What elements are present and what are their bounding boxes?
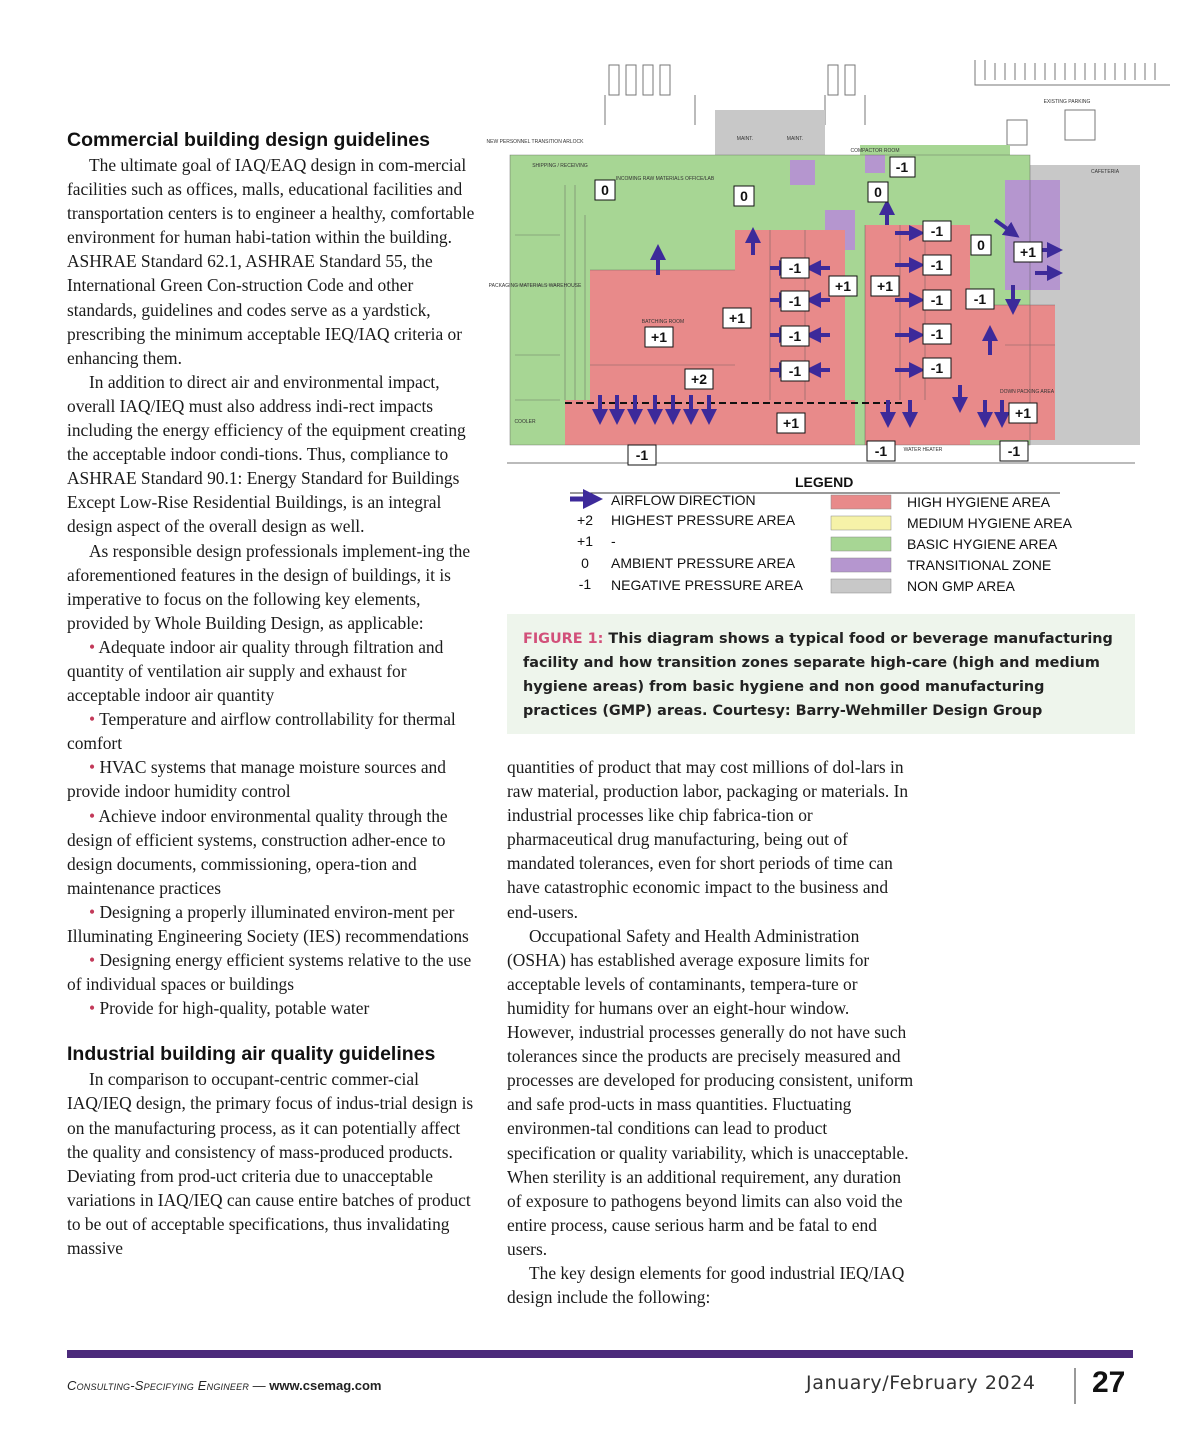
label-shipping: SHIPPING / RECEIVING xyxy=(532,163,588,169)
svg-text:0: 0 xyxy=(601,182,609,198)
pressure-label xyxy=(595,180,615,200)
bullet-item: • Adequate indoor air quality through filtration and quantity of ventilation air supply and exhaust for acceptable indoor air quantity xyxy=(67,636,444,706)
magazine-url[interactable]: www.csemag.com xyxy=(269,1378,382,1393)
pressure-label xyxy=(923,324,951,344)
svg-text:-1: -1 xyxy=(788,293,802,309)
svg-text:0: 0 xyxy=(740,188,748,204)
svg-text:+1: +1 xyxy=(877,278,893,294)
floor-plan-figure xyxy=(486,55,1175,603)
pressure-label xyxy=(685,369,713,389)
legend-label: HIGH HYGIENE AREA xyxy=(907,494,1051,510)
floor-plan-diagram xyxy=(486,55,1175,603)
legend-label: AIRFLOW DIRECTION xyxy=(611,492,756,508)
bullet-item: • HVAC systems that manage moisture sources and provide indoor humidity control xyxy=(67,757,446,802)
pressure-label xyxy=(781,291,809,311)
svg-text:-1: -1 xyxy=(788,363,802,379)
svg-text:+1: +1 xyxy=(835,278,851,294)
svg-text:+1: +1 xyxy=(1020,244,1036,260)
label-existing-parking: EXISTING PARKING xyxy=(1043,99,1091,105)
pressure-label xyxy=(1000,441,1028,461)
pressure-label xyxy=(867,441,895,461)
label-packaging-warehouse: PACKAGING MATERIALS WAREHOUSE xyxy=(488,283,582,289)
pressure-label xyxy=(777,413,805,433)
bullet-dot-icon: • xyxy=(89,757,96,778)
legend-label: AMBIENT PRESSURE AREA xyxy=(611,555,796,571)
bullet-dot-icon: • xyxy=(89,636,96,657)
left-column xyxy=(67,128,475,1260)
label-compactor: COMPACTOR ROOM xyxy=(850,148,900,154)
label-batching-room: BATCHING ROOM xyxy=(641,319,685,325)
legend-symbol: +2 xyxy=(577,512,593,528)
page-number: 27 xyxy=(1092,1366,1126,1399)
svg-text:-1: -1 xyxy=(635,447,649,463)
pressure-label xyxy=(923,358,951,378)
svg-text:+2: +2 xyxy=(691,371,707,387)
bullet-item: • Achieve indoor environmental quality through the design of efficient systems, construction adher-ence to design documents, commissioning, opera-tion and maintenance practices xyxy=(67,805,448,898)
svg-text:0: 0 xyxy=(874,184,882,200)
svg-text:-1: -1 xyxy=(874,443,888,459)
pressure-label xyxy=(723,308,751,328)
paragraph: quantities of product that may cost millions of dol-lars in raw material, production labor, packaging or materials. In industrial processes like chip fabrica-tion or pharmaceutical drug manufacturing, being out of mandated tolerances, even for short periods of time can have catastrophic economic impact to the business and end-users. xyxy=(507,757,909,922)
pressure-label xyxy=(923,255,951,275)
pressure-label xyxy=(645,327,673,347)
footer-divider xyxy=(1074,1368,1076,1404)
label-maint-2: MAINT. xyxy=(786,136,804,142)
legend-label: TRANSITIONAL ZONE xyxy=(907,557,1052,573)
label-maint-1: MAINT. xyxy=(736,136,754,142)
legend-label: NON GMP AREA xyxy=(907,578,1015,594)
legend-label: - xyxy=(611,533,616,549)
legend xyxy=(570,474,1073,594)
pressure-label xyxy=(781,258,809,278)
footer-rule xyxy=(67,1350,1133,1358)
pressure-label xyxy=(966,289,994,309)
svg-text:-1: -1 xyxy=(930,223,944,239)
label-down-packing: DOWN PACKING AREA xyxy=(999,389,1055,395)
legend-symbol: +1 xyxy=(577,533,593,549)
svg-text:-1: -1 xyxy=(973,291,987,307)
svg-text:0: 0 xyxy=(977,237,985,253)
legend-label: NEGATIVE PRESSURE AREA xyxy=(611,577,803,593)
bullet-dot-icon: • xyxy=(89,950,96,971)
section-heading-commercial: Commercial building design guidelines xyxy=(67,129,430,151)
pressure-label xyxy=(868,182,888,202)
footer-separator: — xyxy=(249,1378,270,1393)
bullet-item: • Designing energy efficient systems relative to the use of individual spaces or buildings xyxy=(67,950,472,995)
label-new-personnel: NEW PERSONNEL TRANSITION ARLOCK xyxy=(486,139,584,145)
pressure-label xyxy=(890,157,915,177)
pressure-label xyxy=(1014,242,1042,262)
svg-text:-1: -1 xyxy=(930,292,944,308)
figure-caption-text: This diagram shows a typical food or beverage manufacturing facility and how transition zones separate high-care (high and medium hygiene areas) from basic hygiene and non good manufacturing practices (GMP) areas. Courtesy: Barry-Wehmiller Design Group xyxy=(523,631,1113,719)
legend-label: BASIC HYGIENE AREA xyxy=(907,536,1058,552)
pressure-label xyxy=(1009,403,1037,423)
pressure-label xyxy=(829,276,857,296)
bullet-item: • Designing a properly illuminated environ-ment per Illuminating Engineering Society (IES) recommendations xyxy=(67,901,469,946)
pressure-label xyxy=(971,235,991,255)
svg-text:-1: -1 xyxy=(895,159,909,175)
bullet-item: • Temperature and airflow controllability for thermal comfort xyxy=(67,709,456,754)
paragraph: Occupational Safety and Health Administration (OSHA) has established average exposure limits for acceptable levels of contaminants, tempera-ture or humidity for humans over an eight-hour window. However, industrial processes generally do not have such tolerances since the products are precisely measured and processes are developed for producing consistent, uniform and safe prod-ucts in mass quantities. Fluctuating environmen-tal conditions can lead to product specification or quality variability, which is unacceptable. When sterility is an additional requirement, any duration of exposure to pathogens beyond limits can also void the entire process, cause serious harm and be fatal to end users. xyxy=(507,925,914,1259)
pressure-label xyxy=(781,361,809,381)
bullet-dot-icon: • xyxy=(89,709,96,730)
footer-credit xyxy=(67,1378,382,1393)
paragraph: The key design elements for good industrial IEQ/IAQ design include the following: xyxy=(507,1262,905,1308)
pressure-label xyxy=(628,445,656,465)
svg-text:-1: -1 xyxy=(930,360,944,376)
svg-text:-1: -1 xyxy=(788,260,802,276)
middle-column xyxy=(507,755,915,1309)
zone-non-gmp xyxy=(715,110,825,155)
legend-label: MEDIUM HYGIENE AREA xyxy=(907,515,1072,531)
paragraph: In addition to direct air and environmental impact, overall IAQ/IEQ must also address indi-rect impacts including the energy efficiency of the equipment creating the acceptable indoor condi-tions. Thus, compliance to ASHRAE Standard 90.1: Energy Standard for Buildings Except Low-Rise Residential Buildings, is an integral design aspect of the overall design as well. xyxy=(67,371,466,537)
svg-text:+1: +1 xyxy=(729,310,745,326)
magazine-name: Consulting-Specifying Engineer xyxy=(67,1378,250,1393)
label-cafeteria: CAFETERIA xyxy=(1090,169,1120,175)
figure-caption-box xyxy=(507,614,1135,734)
bullet-dot-icon: • xyxy=(89,998,96,1019)
label-cooler: COOLER xyxy=(514,419,536,425)
legend-title: LEGEND xyxy=(795,474,854,490)
figure-caption-label: FIGURE 1: xyxy=(523,631,604,647)
svg-text:+1: +1 xyxy=(651,329,667,345)
svg-text:-1: -1 xyxy=(930,326,944,342)
section-heading-industrial: Industrial building air quality guidelines xyxy=(67,1043,436,1066)
svg-text:+1: +1 xyxy=(1015,405,1031,421)
legend-swatch-medium xyxy=(831,516,891,530)
pressure-label xyxy=(871,276,899,296)
pressure-label xyxy=(923,221,951,241)
svg-text:-1: -1 xyxy=(1007,443,1021,459)
pressure-label xyxy=(923,290,951,310)
legend-swatch-high xyxy=(831,495,891,509)
legend-symbol: -1 xyxy=(578,576,592,592)
paragraph: As responsible design professionals implement-ing the aforementioned features in the design of buildings, it is imperative to focus on the following key elements, provided by Whole Building Design, as applicable: xyxy=(67,540,471,633)
paragraph: The ultimate goal of IAQ/EAQ design in com-mercial facilities such as offices, malls, educational facilities and transportation centers is to engineer a healthy, comfortable environment for human habi-tation within the building. ASHRAE Standard 62.1, ASHRAE Standard 55, the International Green Con-struction Code and other standards, guidelines and codes serve as a yardstick, prescribing the minimum acceptable IEQ/IAQ criteria or enhancing them. xyxy=(67,155,475,368)
svg-text:+1: +1 xyxy=(783,415,799,431)
legend-label: HIGHEST PRESSURE AREA xyxy=(611,512,796,528)
paragraph: In comparison to occupant-centric commer-cial IAQ/IEQ design, the primary focus of indus-trial design is on the manufacturing process, as it can potentially affect the quality and consistency of mass-produced products. Deviating from prod-uct criteria due to unacceptable variations in IAQ/IEQ can cause entire batches of product to be out of acceptable specifications, thus invalidating massive xyxy=(67,1069,474,1259)
bullet-dot-icon: • xyxy=(89,901,96,922)
legend-swatch-basic xyxy=(831,537,891,551)
legend-swatch-nongmp xyxy=(831,579,891,593)
issue-date: January/February 2024 xyxy=(806,1372,1036,1394)
pressure-label xyxy=(734,186,754,206)
label-incoming: INCOMING RAW MATERIALS OFFICE/LAB xyxy=(615,176,715,182)
pressure-label xyxy=(781,326,809,346)
label-water-heater: WATER HEATER xyxy=(903,447,943,453)
legend-symbol: 0 xyxy=(581,555,589,571)
svg-text:-1: -1 xyxy=(930,257,944,273)
figure-caption xyxy=(523,627,1113,723)
legend-swatch-transitional xyxy=(831,558,891,572)
svg-text:-1: -1 xyxy=(788,328,802,344)
bullet-dot-icon: • xyxy=(89,805,96,826)
bullet-item: • Provide for high-quality, potable water xyxy=(89,998,370,1019)
